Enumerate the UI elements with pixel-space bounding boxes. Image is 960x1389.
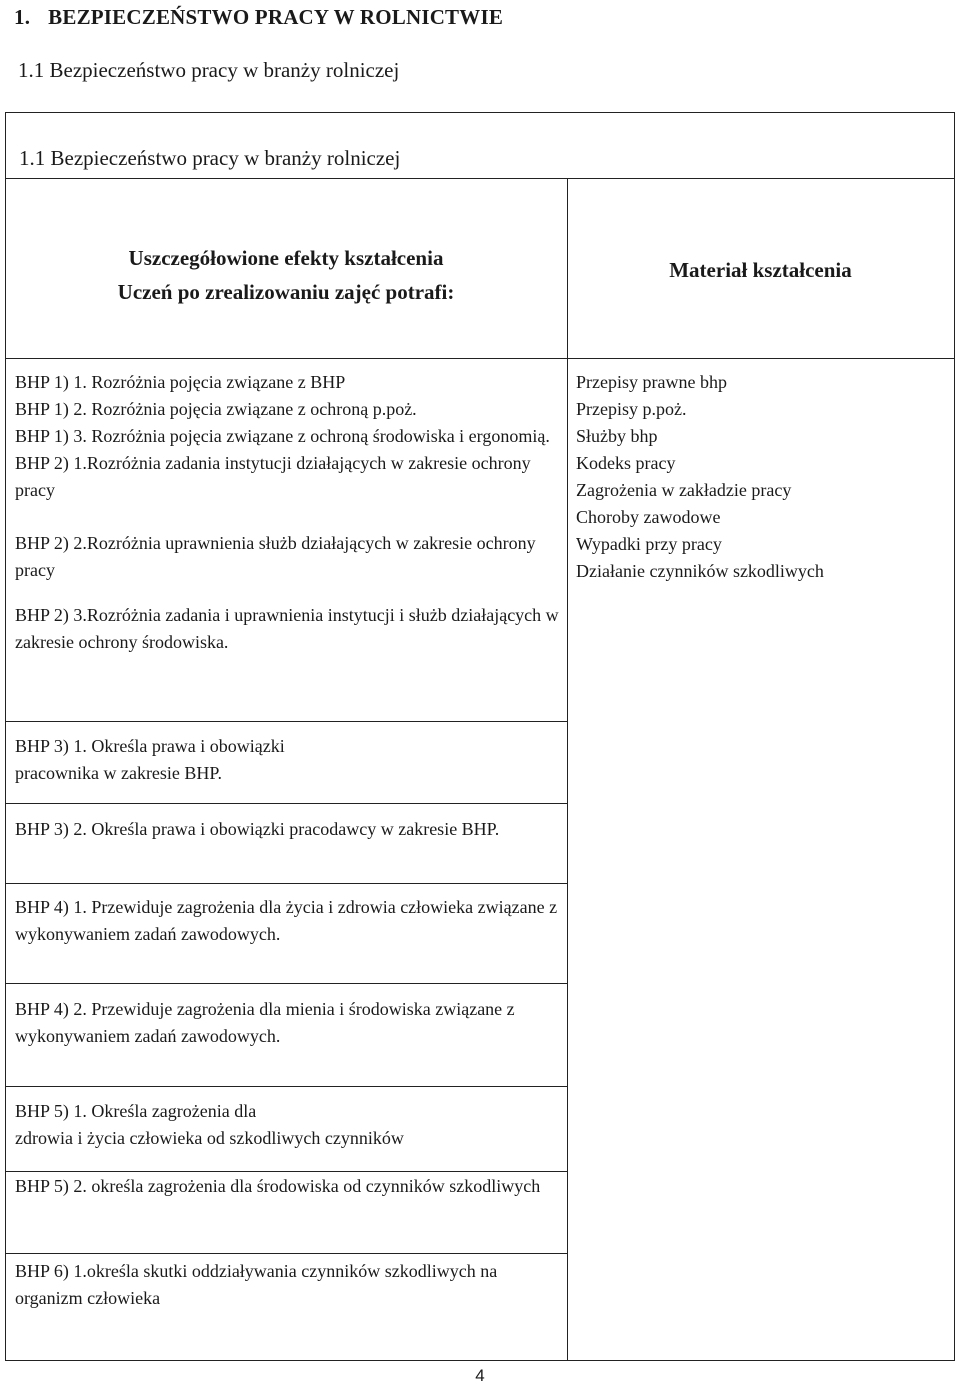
list-item: BHP 3) 2. Określa prawa i obowiązki pracodawcy w zakresie BHP.: [15, 819, 500, 839]
list-item: Choroby zawodowe: [576, 507, 721, 527]
effects-block-4-1: [15, 894, 560, 948]
list-item: BHP 5) 1. Określa zagrożenia dla: [15, 1101, 257, 1121]
list-item: BHP 4) 1. Przewiduje zagrożenia dla życia i zdrowia człowieka związane z wykonywaniem zadań zawodowych.: [15, 897, 558, 944]
list-item: Działanie czynników szkodliwych: [576, 561, 824, 581]
table-divider: [6, 803, 567, 804]
table-divider: [6, 1171, 567, 1172]
list-item: BHP 2) 1.Rozróżnia zadania instytucji działających w zakresie ochrony pracy: [15, 453, 531, 500]
effects-block-3-1: [15, 733, 560, 787]
materials-list: [576, 369, 946, 585]
header-learning-outcomes: [6, 241, 566, 309]
chapter-heading: [14, 5, 503, 30]
effects-block-3-2: [15, 816, 560, 843]
list-item: pracownika w zakresie BHP.: [15, 763, 222, 783]
curriculum-table: [5, 112, 955, 1361]
list-item: BHP 3) 1. Określa prawa i obowiązki: [15, 736, 285, 756]
header-left-line2: Uczeń po zrealizowaniu zajęć potrafi:: [117, 280, 455, 304]
effects-block-4-2: [15, 996, 560, 1050]
column-divider: [567, 178, 568, 1360]
list-item: BHP 2) 2.Rozróżnia uprawnienia służb działających w zakresie ochrony pracy: [15, 533, 536, 580]
chapter-number: 1.: [14, 5, 31, 29]
header-material: Materiał kształcenia: [669, 258, 852, 282]
effects-block-5-2: [15, 1173, 560, 1200]
list-item: BHP 4) 2. Przewiduje zagrożenia dla mienia i środowiska związane z wykonywaniem zadań zawodowych.: [15, 999, 515, 1046]
table-divider: [6, 358, 954, 359]
effects-block-5-1: [15, 1098, 560, 1152]
list-item: BHP 6) 1.określa skutki oddziaływania czynników szkodliwych na organizm człowieka: [15, 1261, 498, 1308]
table-divider: [6, 983, 567, 984]
list-item: BHP 2) 3.Rozróżnia zadania i uprawnienia instytucji i służb działających w zakresie ochrony środowiska.: [15, 605, 559, 652]
table-divider: [6, 883, 567, 884]
table-divider: [6, 721, 567, 722]
list-item: BHP 1) 2. Rozróżnia pojęcia związane z ochroną p.poż.: [15, 399, 417, 419]
table-divider: [6, 178, 954, 179]
list-item: Kodeks pracy: [576, 453, 676, 473]
table-divider: [6, 1086, 567, 1087]
list-item: zdrowia i życia człowieka od szkodliwych czynników: [15, 1128, 404, 1148]
list-item: Przepisy prawne bhp: [576, 372, 727, 392]
list-item: Wypadki przy pracy: [576, 534, 722, 554]
header-left-line1: Uszczegółowione efekty kształcenia: [128, 246, 444, 270]
table-divider: [6, 1253, 567, 1254]
effects-block-1: [15, 369, 560, 656]
table-caption: 1.1 Bezpieczeństwo pracy w branży rolniczej: [19, 146, 401, 170]
list-item: BHP 1) 1. Rozróżnia pojęcia związane z BHP: [15, 372, 346, 392]
list-item: Przepisy p.poż.: [576, 399, 687, 419]
list-item: BHP 5) 2. określa zagrożenia dla środowiska od czynników szkodliwych: [15, 1176, 541, 1196]
chapter-title: BEZPIECZEŃSTWO PRACY W ROLNICTWIE: [48, 5, 504, 29]
page-number: 4: [475, 1366, 485, 1385]
list-item: Służby bhp: [576, 426, 658, 446]
effects-block-6-1: [15, 1258, 560, 1312]
list-item: Zagrożenia w zakładzie pracy: [576, 480, 792, 500]
list-item: BHP 1) 3. Rozróżnia pojęcia związane z ochroną środowiska i ergonomią.: [15, 426, 550, 446]
section-subtitle: 1.1 Bezpieczeństwo pracy w branży rolniczej: [18, 58, 400, 82]
